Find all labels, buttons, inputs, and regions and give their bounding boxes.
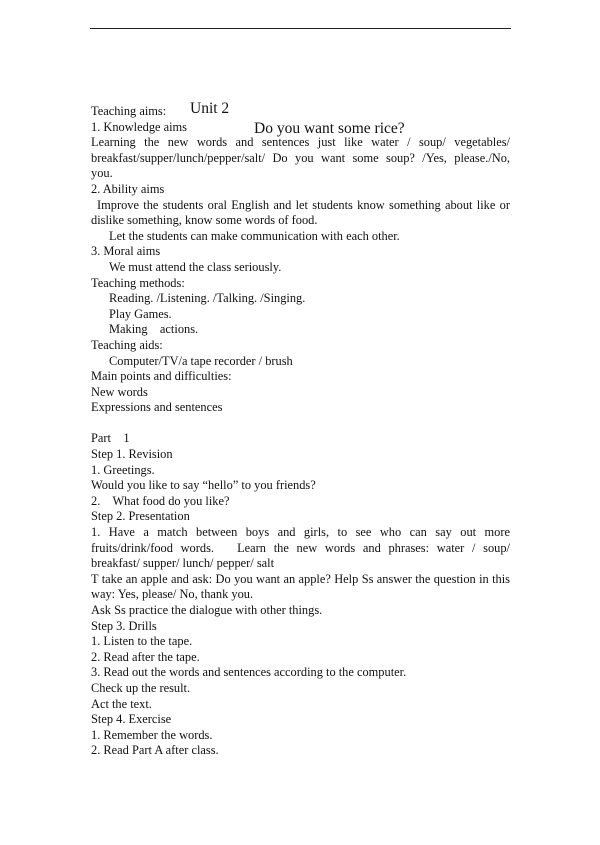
step-heading-presentation: Step 2. Presentation xyxy=(91,509,190,524)
list-item: Reading. /Listening. /Talking. /Singing. xyxy=(109,291,306,306)
list-item: 2. What food do you like? xyxy=(91,493,230,508)
paragraph-line: T take an apple and ask: Do you want an apple? Help Ss answer the question in this xyxy=(91,571,510,586)
step-heading-exercise: Step 4. Exercise xyxy=(91,712,172,727)
section-heading-main-points: Main points and difficulties: xyxy=(91,369,232,384)
paragraph-line: breakfast/ supper/ lunch/ pepper/ salt xyxy=(91,556,275,571)
list-item: 1. Remember the words. xyxy=(91,727,213,742)
unit-label: Unit 2 xyxy=(190,100,230,117)
paragraph-line: Learning the new words and sentences just like water / soup/ vegetables/ xyxy=(91,135,510,150)
header-rule xyxy=(90,28,511,29)
paragraph-line: We must attend the class seriously. xyxy=(109,259,282,274)
paragraph-line: 1. Have a match between boys and girls, to see who can say out more xyxy=(91,525,510,540)
paragraph-line: Act the text. xyxy=(91,696,152,711)
paragraph-line: way: Yes, please/ No, thank you. xyxy=(91,587,254,602)
paragraph-line: Would you like to say “hello” to you friends? xyxy=(91,478,316,493)
section-heading-teaching-aims: Teaching aims: xyxy=(91,104,167,118)
part-heading: Part 1 xyxy=(91,431,130,446)
paragraph-line: dislike something, know some words of food. xyxy=(91,213,318,228)
paragraph-line: you. xyxy=(91,166,113,181)
list-item: Computer/TV/a tape recorder / brush xyxy=(109,353,293,368)
list-item: Expressions and sentences xyxy=(91,400,223,415)
subheading-ability-aims: 2. Ability aims xyxy=(91,181,165,196)
paragraph-line: Improve the students oral English and let students know something about like or xyxy=(97,197,510,212)
blank-line xyxy=(91,416,510,432)
paragraph-line: Ask Ss practice the dialogue with other things. xyxy=(91,603,323,617)
subheading-knowledge-aims: 1. Knowledge aims xyxy=(91,119,188,134)
paragraph-line: Let the students can make communication with each other. xyxy=(109,228,400,243)
paragraph-line: breakfast/supper/lunch/pepper/salt/ Do you want some soup? /Yes, please./No, xyxy=(91,150,510,165)
step-heading-revision: Step 1. Revision xyxy=(91,447,173,462)
list-item: New words xyxy=(91,384,148,399)
lesson-name: Do you want some rice? xyxy=(254,120,405,137)
list-item: Play Games. xyxy=(109,306,172,321)
list-item: 1. Greetings. xyxy=(91,462,155,477)
list-item: Making actions. xyxy=(109,322,199,337)
section-heading-teaching-methods: Teaching methods: xyxy=(91,275,185,290)
paragraph-line: Check up the result. xyxy=(91,680,191,695)
list-item: 2. Read after the tape. xyxy=(91,649,200,664)
paragraph-line: fruits/drink/food words. Learn the new words and phrases: water / soup/ xyxy=(91,540,510,555)
list-item: 3. Read out the words and sentences according to the computer. xyxy=(91,665,407,680)
list-item: 1. Listen to the tape. xyxy=(91,634,193,649)
subheading-moral-aims: 3. Moral aims xyxy=(91,244,161,259)
section-heading-teaching-aids: Teaching aids: xyxy=(91,337,163,352)
step-heading-drills: Step 3. Drills xyxy=(91,618,157,633)
lesson-body xyxy=(91,104,510,759)
list-item: 2. Read Part A after class. xyxy=(91,743,219,758)
